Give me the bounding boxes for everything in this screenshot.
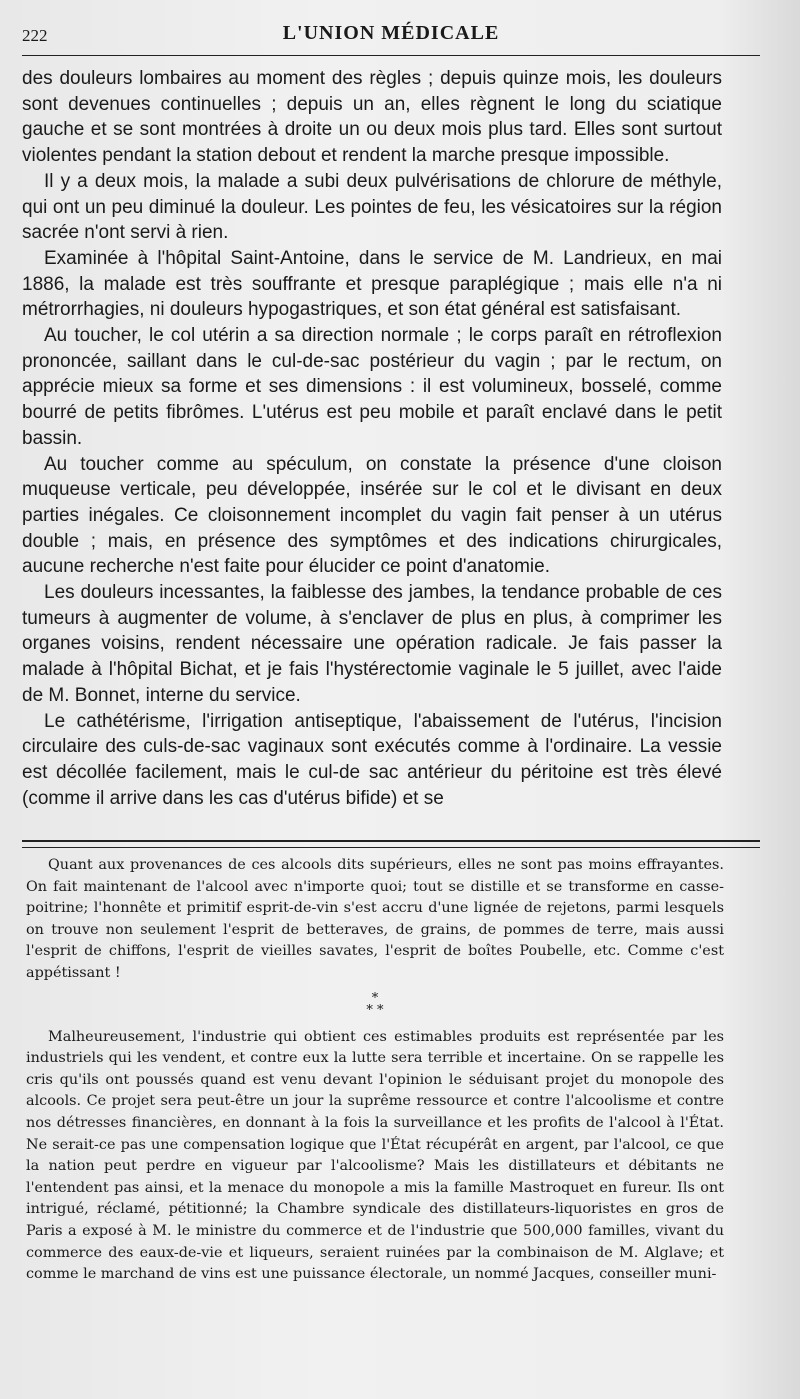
body-paragraph-3: Examinée à l'hôpital Saint-Antoine, dans le service de M. Landrieux, en mai 1886, la malade est très souffrante et presque paraplégique ; mais elle n'a ni métrorrhagies, ni douleurs hypogastriques, et son état général est satisfaisant. — [22, 247, 722, 321]
body-paragraph-6: Les douleurs incessantes, la faiblesse des jambes, la tendance probable de ces tumeurs à augmenter de volume, à s'enclaver de plus en plus, à comprimer les organes voisins, rendent nécessaire une opération radicale. Je fais passer la malade à l'hôpital Bichat, et je fais l'hystérectomie vaginale le 5 juillet, avec l'aide de M. Bonnet, interne du service. — [22, 582, 722, 706]
asterism — [26, 990, 724, 1018]
header-rule — [22, 55, 760, 56]
body-paragraph-2: Il y a deux mois, la malade a subi deux pulvérisations de chlorure de méthyle, qui ont un peu diminué la douleur. Les pointes de feu, les vésicatoires sur la région sacrée n'ont servi à rien. — [22, 170, 722, 244]
feuilleton-paragraph-1: Quant aux provenances de ces alcools dits supérieurs, elles ne sont pas moins effrayantes. On fait maintenant de l'alcool avec n'importe quoi; tout se distille et se transforme en casse-poitrine; l'honnête et primitif esprit-de-vin s'est accru d'une lignée de rejetons, parmi lesquels on trouve non seulement l'esprit de betteraves, de grains, de pommes de terre, mais aussi l'esprit de chiffons, l'esprit de vieilles savates, l'esprit de boîtes Poubelle, etc. Comme c'est appétissant ! — [26, 857, 724, 981]
main-article-text — [22, 66, 722, 811]
body-paragraph-7: Le cathétérisme, l'irrigation antiseptique, l'abaissement de l'utérus, l'incision circulaire des culs-de-sac vaginaux sont exécutés comme à l'ordinaire. La vessie est décollée facilement, mais le cul-de sac antérieur du péritoine est très élevé (comme il arrive dans les cas d'utérus bifide) et se — [22, 710, 722, 809]
asterism-top: * — [371, 990, 379, 1006]
feuilleton-paragraph-2: Malheureusement, l'industrie qui obtient ces estimables produits est représentée par les industriels qui les vendent, et contre eux la lutte sera terrible et incertaine. On se rappelle les cris qu'ils ont poussés quand est venu devant l'opinion le séduisant projet du monopole des alcools. Ce projet sera peut-être un jour la suprême ressource et contre l'alcoolisme et contre nos détresses financières, en donnant à la fois la surveillance et les profits de l'alcool à l'État. Ne serait-ce pas une compensation logique que l'État récupérât en argent, par l'alcool, ce que la nation peut perdre en vigueur par l'alcoolisme? Mais les distillateurs et débitants ne l'entendent pas ainsi, et la menace du monopole a mis la famille Mastroquet en fureur. Ils ont intrigué, réclamé, pétitionné; la Chambre syndicale des distillateurs-liquoristes en gros de Paris a exposé à M. le ministre du commerce et de l'industrie que 500,000 familles, vivant du commerce des eaux-de-vie et liqueurs, seraient ruinées par la combinaison de M. Alglave; et comme le marchand de vins est une puissance électorale, un nommé Jacques, conseiller muni- — [26, 1028, 724, 1283]
asterism-bottom: * * — [366, 1002, 384, 1018]
body-paragraph-5: Au toucher comme au spéculum, on constate la présence d'une cloison muqueuse verticale, peu développée, insérée sur le col et le divisant en deux parties inégales. Ce cloisonnement incomplet du vagin fait penser à un utérus double ; mais, en présence des symptômes et des indications chirurgicales, aucune recherche n'est faite pour élucider ce point d'anatomie. — [22, 453, 722, 578]
running-head — [22, 18, 760, 48]
journal-title: L'UNION MÉDICALE — [282, 22, 500, 44]
feuilleton-text — [26, 855, 724, 1286]
body-paragraph-4: Au toucher, le col utérin a sa direction normale ; le corps paraît en rétroflexion prononcée, saillant dans le cul-de-sac postérieur du vagin ; par le rectum, on apprécie mieux sa forme et ses dimensions : il est volumineux, bosselé, comme bourré de petits fibrômes. L'utérus est peu mobile et paraît enclavé dans le petit bassin. — [22, 325, 722, 449]
feuilleton-separator — [22, 840, 760, 848]
page-number: 222 — [22, 26, 48, 45]
body-paragraph-1: des douleurs lombaires au moment des règles ; depuis quinze mois, les douleurs sont devenues continuelles ; depuis un an, elles règnent le long du sciatique gauche et se sont montrées à droite un ou deux mois plus tard. Elles sont surtout violentes pendant la station debout et rendent la marche presque impossible. — [22, 68, 722, 167]
